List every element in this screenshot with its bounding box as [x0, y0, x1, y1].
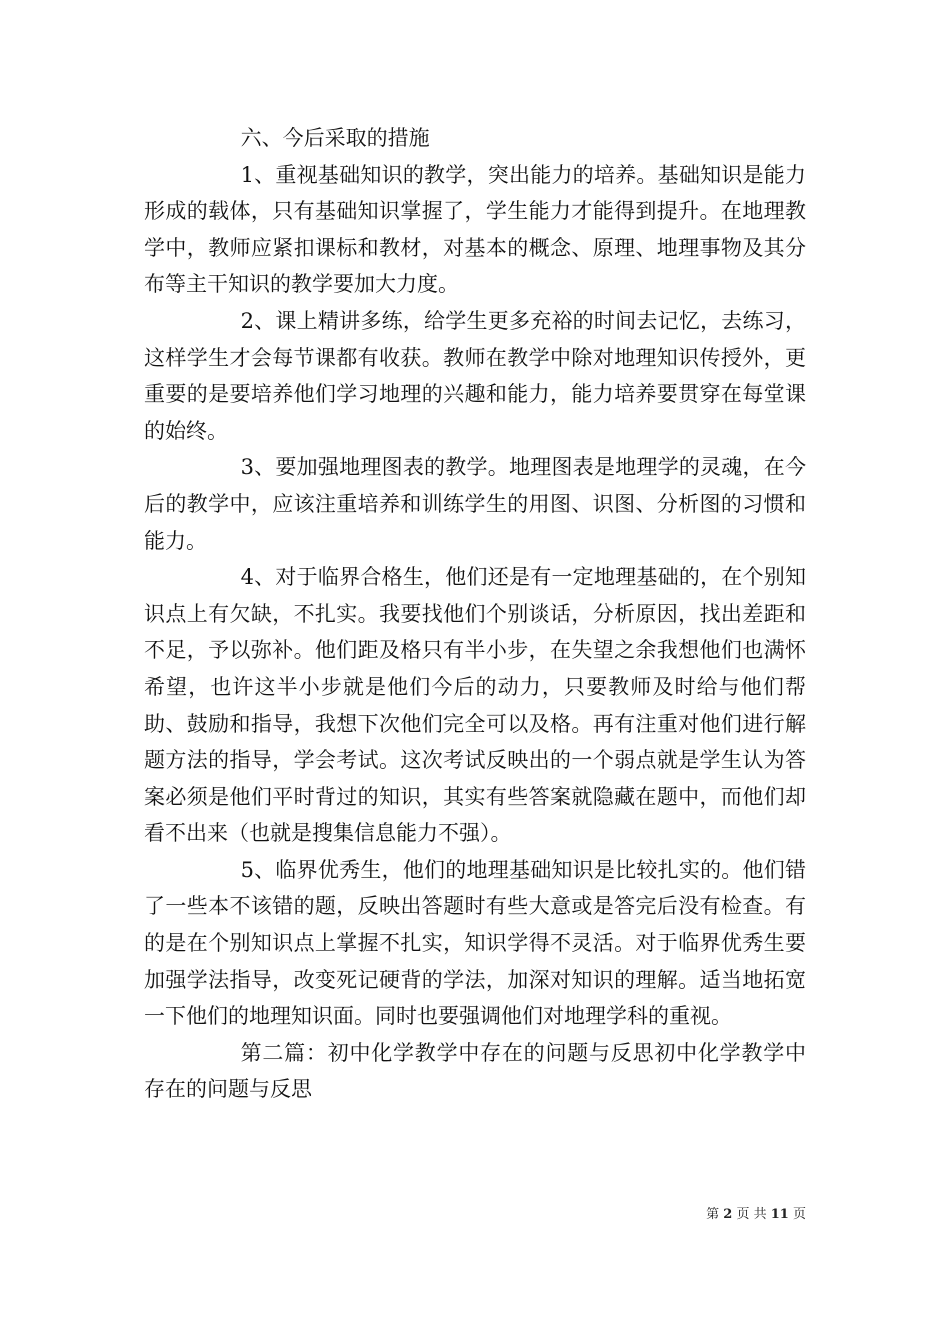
paragraph-3: 3、要加强地理图表的教学。地理图表是地理学的灵魂，在今后的教学中，应该注重培养和训练学生的用图、识图、分析图的习惯和能力。 — [144, 455, 806, 553]
section-heading: 六、今后采取的措施 — [240, 126, 430, 150]
current-page-number: 2 — [723, 1207, 733, 1222]
document-body — [144, 120, 806, 1108]
paragraph-2: 2、课上精讲多练，给学生更多充裕的时间去记忆，去练习，这样学生才会每节课都有收获。教师在教学中除对地理知识传授外，更重要的是要培养他们学习地理的兴趣和能力，能力培养要贯穿在每堂课的始终。 — [144, 308, 806, 443]
footer-prefix: 第 — [706, 1207, 720, 1222]
paragraph-5: 5、临界优秀生，他们的地理基础知识是比较扎实的。他们错了一些本不该错的题，反映出答题时有些大意或是答完后没有检查。有的是在个别知识点上掌握不扎实，知识学得不灵活。对于临界优秀生要加强学法指导，改变死记硬背的学法，加深对知识的理解。适当地拓宽一下他们的地理知识面。同时也要强调他们对地理学科的重视。 — [144, 857, 806, 1029]
total-pages-number: 11 — [770, 1207, 789, 1222]
paragraph-1: 1、重视基础知识的教学，突出能力的培养。基础知识是能力形成的载体，只有基础知识掌握了，学生能力才能得到提升。在地理教学中，教师应紧扣课标和教材，对基本的概念、原理、地理事物及其分布等主干知识的教学要加大力度。 — [144, 162, 806, 297]
page-footer — [0, 1203, 806, 1222]
footer-suffix: 页 — [792, 1207, 806, 1222]
footer-middle: 页 共 — [736, 1207, 767, 1222]
next-article-title: 第二篇：初中化学教学中存在的问题与反思初中化学教学中存在的问题与反思 — [144, 1040, 806, 1102]
paragraph-4: 4、对于临界合格生，他们还是有一定地理基础的，在个别知识点上有欠缺，不扎实。我要找他们个别谈话，分析原因，找出差距和不足，予以弥补。他们距及格只有半小步，在失望之余我想他们也满怀希望，也许这半小步就是他们今后的动力，只要教师及时给与他们帮助、鼓励和指导，我想下次他们完全可以及格。再有注重对他们进行解题方法的指导，学会考试。这次考试反映出的一个弱点就是学生认为答案必须是他们平时背过的知识，其实有些答案就隐藏在题中，而他们却看不出来（也就是搜集信息能力不强）。 — [144, 565, 806, 846]
